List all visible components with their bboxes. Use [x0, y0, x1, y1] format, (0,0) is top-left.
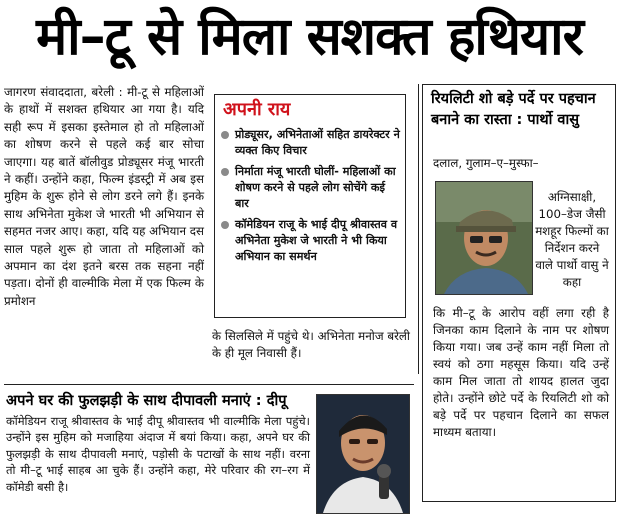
- sidebar-story-body: कि मी–टू के आरोप वहीं लगा रही है जिनका काम दिलाने के नाम पर शोषण किया गया। जब उन्हें काम नहीं मिला तो स्वयं को ठगा महसूस किया। यदि उन्हें काम मिल जाता तो शायद हालत जुदा होते। उन्होंने छोटे पर्दे के रियलिटी शो को बड़े पर्दे पर पहचान दिलाने का सफल माध्यम बताया।: [433, 306, 609, 439]
- opinion-item-text: कॉमेडियन राजू के भाई दीपू श्रीवास्तव व अभिनेता मुकेश जे भारती ने भी किया अभियान का समर्थन: [235, 218, 398, 263]
- opinion-item-text: प्रोड्यूसर, अभिनेताओं सहित डायरेक्टर ने व्यक्त किए विचार: [235, 128, 400, 157]
- director-portrait-image: [436, 182, 532, 294]
- opinion-item: [221, 217, 401, 265]
- sidebar-story-title: रियलिटी शो बड़े पर्दे पर पहचान बनाने का रास्ता : पार्थो वासु: [431, 91, 596, 128]
- opinion-item: [221, 164, 401, 212]
- column-divider: [418, 84, 419, 374]
- bullet-icon: [221, 131, 229, 139]
- headline: मी–टू से मिला सशक्त हथियार: [36, 7, 583, 67]
- sidebar-story-box: [422, 84, 616, 502]
- bottom-story-title: अपने घर की फुलझड़ी के साथ दीपावली मनाएं : दीपू: [6, 392, 287, 409]
- bottom-story-body: कॉमेडियन राजू श्रीवास्तव के भाई दीपू श्रीवास्तव भी वाल्मीकि मेला पहुंचे। उन्होंने इस मुहिम को मजाहिया अंदाज में बयां किया। कहा, अपने घर की फुलझड़ी के साथ दीपावली मनाएं, पड़ोसी के पटाखों के साथ नहीं। वरना तो मी–टू भाई साहब आ चुके हैं। उन्होंने कहा, मेरे परिवार की रग–रग में कॉमेडी बसी है।: [6, 414, 310, 494]
- opinion-title: अपनी राय: [223, 99, 291, 120]
- main-story-column-2: के सिलसिले में पहुंचे थे। अभिनेता मनोज बरेली के ही मूल निवासी हैं।: [212, 329, 410, 361]
- opinion-item-text: निर्माता मंजू भारती घोलीं- महिलाओं का शोषण करने से पहले लोग सोचेंगे कई बार: [235, 165, 396, 210]
- sidebar-story-intro: दलाल, गुलाम–ए–मुस्फा–: [433, 156, 539, 170]
- bullet-icon: [221, 221, 229, 229]
- comedian-photo: [316, 394, 410, 514]
- opinion-list: [221, 127, 401, 270]
- director-photo: [435, 181, 533, 295]
- opinion-box: [214, 94, 406, 318]
- opinion-item: [221, 127, 401, 159]
- sidebar-story-beside-photo: अग्निसाक्षी, 100–डेज जैसी मशहूर फिल्मों का निर्देशन करने वाले पार्थो वासु ने कहा: [535, 190, 609, 289]
- main-story-column-1: जागरण संवाददाता, बरेली : मी-टू से महिलाओं के हाथों में सशक्त हथियार आ गया है। यदि सही रूप में इसका इस्तेमाल हो तो महिलाओं का शोषण करने से पहले कई बार सोचा जाएगा। यह बातें बॉलीवुड प्रोड्यूसर मंजू भारती ने कहीं। उन्होंने कहा, फिल्म इंडस्ट्री में अब इस मुहिम के शुरू होने से लोग डरने लगे हैं। इनके साथ अभिनेता मुकेश जे भारती भी अभियान से सहमत नजर आए। कहा, यदि यह अभियान दस साल पहले शुरू हो जाता तो महिलाओं को अपमान का दंश इतने बरस तक सहना नहीं पड़ता। दोनों ही वाल्मीकि मेला में एक फिल्म के प्रमोशन: [4, 85, 204, 308]
- bullet-icon: [221, 168, 229, 176]
- comedian-portrait-image: [317, 395, 409, 513]
